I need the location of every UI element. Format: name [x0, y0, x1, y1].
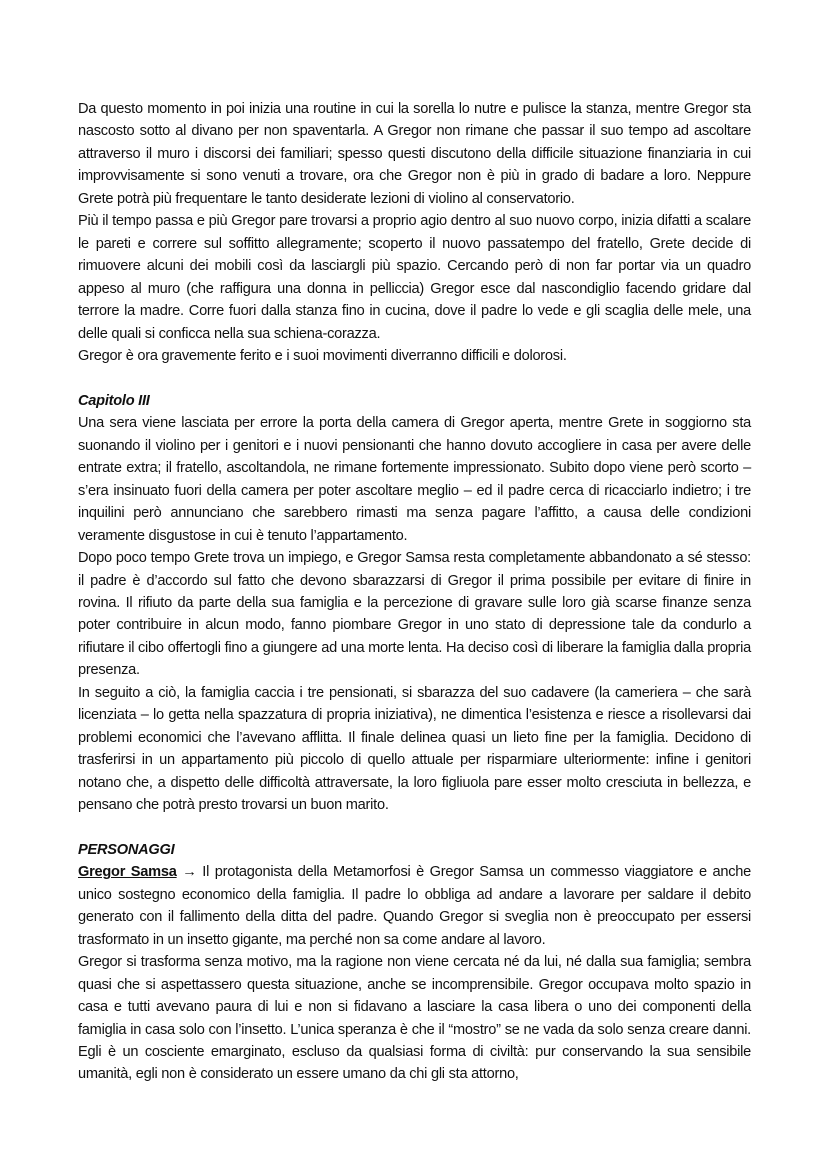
spacer [78, 816, 751, 838]
paragraph-wounded: Gregor è ora gravemente ferito e i suoi movimenti diverranno difficili e dolorosi. [78, 347, 567, 364]
arrow-icon: → [176, 864, 203, 881]
paragraph-gregor-intro [78, 861, 751, 951]
paragraph-ending: In seguito a ciò, la famiglia caccia i tre pensionati, si sbarazza del suo cadavere (la cameriera – che sarà licenziata – lo getta nella spazzatura di propria iniziativa), ne dimentica l’esistenza e riesce a risollevarsi dai problemi economici che l’avevano afflitta. Il finale delinea quasi un lieto fine per la famiglia. Decidono di trasferirsi in un appartamento più piccolo di quello attuale per risparmiare ulteriormente: infine i genitori notano che, a dispetto delle difficoltà attraversate, la loro figliuola pare esser molto cresciuta in bellezza, e pensano che potrà presto trovarsi un buon marito. [78, 684, 751, 814]
character-name: Gregor Samsa [78, 864, 177, 881]
paragraph-violin: Una sera viene lasciata per errore la porta della camera di Gregor aperta, mentre Grete in soggiorno sta suonando il violino per i genitori e i nuovi pensionanti che hanno dovuto accogliere in casa per avere delle entrate extra; il fratello, ascoltandola, ne rimane fortemente impressionato. Subito dopo viene però scorto – s’era insinuato fuori della camera per poter ascoltare meglio – ed il padre cerca di ricacciarlo indietro; i tre inquilini però annunciano che sarebbero rimasti ma senza pagare l’affitto, a causa delle condizioni veramente disgustose in cui è tenuto l’appartamento. [78, 415, 751, 544]
paragraph-gregor-detail: Gregor si trasforma senza motivo, ma la ragione non viene cercata né da lui, né dalla sua famiglia; sembra quasi che si aspettassero questa situazione, anche se incomprensibile. Gregor occupava molto spazio in casa e tutti avevano paura di lui e non si fidavano a lasciare la casa libera o uno dei componenti della famiglia in casa solo con l’insetto. L’unica speranza è che il “mostro” se ne vada da solo senza creare danni. Egli è un cosciente emarginato, escluso da qualsiasi forma di civiltà: pur conservando la sua sensibile umanità, egli non è considerato un essere umano da chi gli sta attorno, [78, 954, 751, 1083]
chapter-heading: Capitolo III [78, 392, 150, 409]
spacer [78, 367, 751, 389]
paragraph-routine: Da questo momento in poi inizia una routine in cui la sorella lo nutre e pulisce la stanza, mentre Gregor sta nascosto sotto al divano per non spaventarla. A Gregor non rimane che passar il suo tempo ad ascoltare attraverso il muro i discorsi dei familiari; spesso questi discutono della difficile situazione finanziaria in cui improvvisamente si sono venuti a trovare, ora che Gregor non è più in grado di badare a loro. Neppure Grete potrà più frequentare le tanto desiderate lezioni di violino al conservatorio. [78, 101, 751, 207]
characters-heading: PERSONAGGI [78, 841, 175, 858]
document-page [78, 98, 751, 1086]
paragraph-abandoned: Dopo poco tempo Grete trova un impiego, e Gregor Samsa resta completamente abbandonato a sé stesso: il padre è d’accordo sul fatto che devono sbarazzarsi di Gregor il prima possibile per evitare di finire in rovina. Il rifiuto da parte della sua famiglia e la percezione di gravare sulle loro già scarse finanze senza poter contribuire in alcun modo, fanno piombare Gregor in uno stato di depressione tale da condurlo a rifiutare il cibo offertogli fino a giungere ad una morte lenta. Ha deciso così di liberare la famiglia dalla propria presenza. [78, 550, 751, 679]
paragraph-new-body: Più il tempo passa e più Gregor pare trovarsi a proprio agio dentro al suo nuovo corpo, inizia difatti a scalare le pareti e correre sul soffitto allegramente; scoperto il nuovo passatempo del fratello, Grete decide di rimuovere alcuni dei mobili così da lasciargli più spazio. Cercando però di non far portar via un quadro appeso al muro (che raffigura una donna in pelliccia) Gregor esce dal nascondiglio facendo gridare dal terrore la madre. Corre fuori dalla stanza fino in cucina, dove il padre lo vede e gli scaglia delle mele, una delle quali si conficca nella sua schiena-corazza. [78, 213, 751, 342]
character-description: Il protagonista della Metamorfosi è Gregor Samsa un commesso viaggiatore e anche unico sostegno economico della famiglia. Il padre lo obbliga ad andare a lavorare per saldare il debito generato con il fallimento della ditta del padre. Quando Gregor si sveglia non è preoccupato per essersi trasformato in un insetto gigante, ma perché non sa come andare al lavoro. [78, 864, 751, 948]
